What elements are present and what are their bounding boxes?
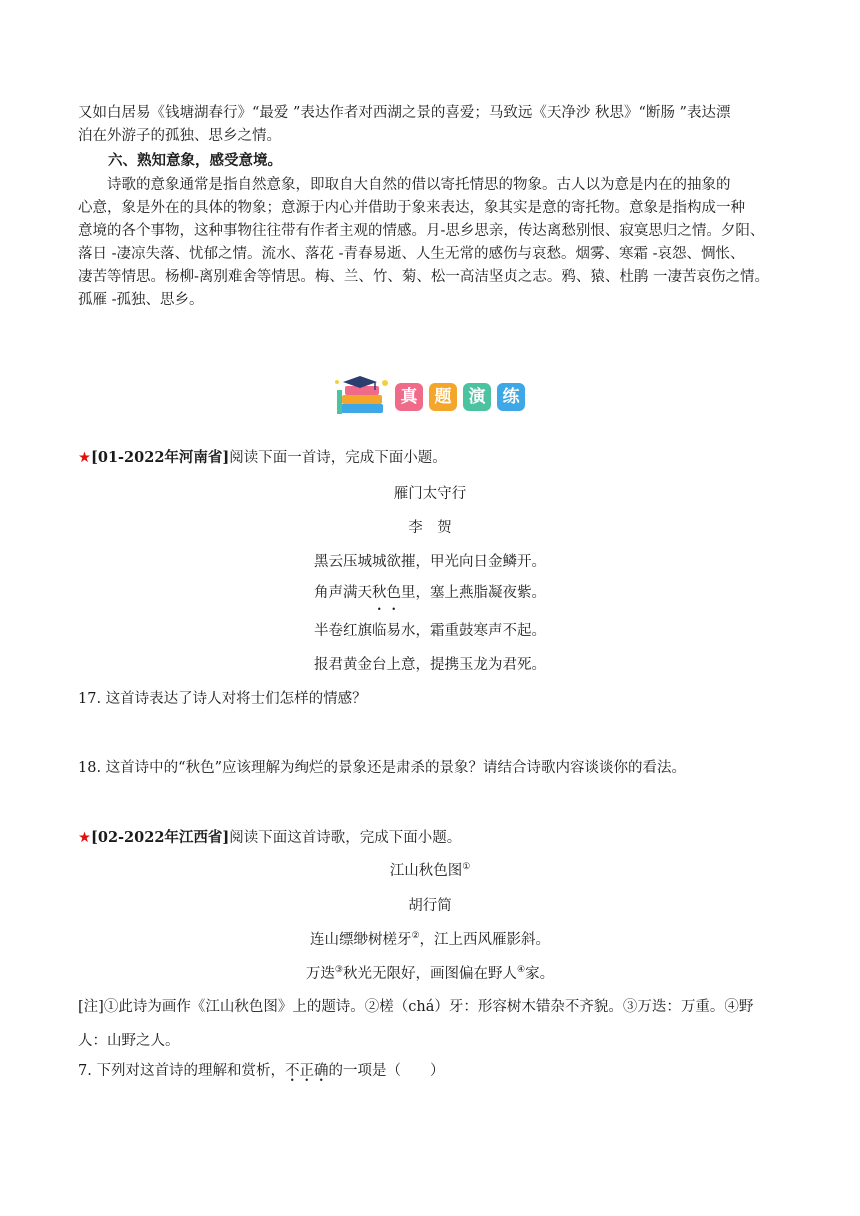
emphasis-char: 确 — [313, 1063, 329, 1079]
section-line: 心意，象是外在的具体的物象；意源于内心并借助于象来表达，象其实是意的寄托物。意象是指构成一种 — [78, 200, 745, 216]
section-line: 凄苦等情思。杨柳-离别难舍等情思。梅、兰、竹、菊、松一高洁坚贞之志。鸦、猿、杜鹃 一凄苦哀伤之情。 — [78, 269, 770, 285]
section-heading: 六、熟知意象，感受意境。 — [108, 152, 282, 169]
emphasis-char: 正 — [299, 1063, 314, 1079]
poem-text: 角声满天 — [314, 585, 372, 601]
poem-line: 报君黄金台上意，提携玉龙为君死。 — [314, 657, 546, 673]
poem-line — [0, 928, 860, 949]
poem-text: 秋光无限好，画图偏在野人 — [343, 966, 517, 982]
banner-char: 题 — [429, 383, 457, 411]
poem-title — [0, 859, 860, 880]
question-7 — [78, 1060, 784, 1083]
question-17: 17. 这首诗表达了诗人对将士们怎样的情感？ — [78, 691, 367, 707]
section-line: 落日 -凄凉失落、忧郁之情。流水、落花 -青春易逝、人生无常的感伤与哀愁。烟雾、寒霜 -哀怨、惆怅、 — [78, 246, 745, 262]
poem-text: 里，塞上燕脂凝夜紫。 — [401, 585, 546, 601]
question-header — [78, 826, 784, 850]
practice-banner — [333, 372, 529, 422]
poem-author: 李 贺 — [408, 520, 452, 536]
emphasis-char: 不 — [284, 1063, 300, 1079]
section-line: 诗歌的意象通常是指自然意象，即取自大自然的借以寄托情思的物象。古人以为意是内在的抽象的 — [107, 177, 731, 193]
books-graduation-icon — [333, 374, 391, 420]
banner-char: 真 — [395, 383, 423, 411]
section-line: 意境的各个事物，这种事物往往带有作者主观的情感。月-思乡思亲，传达离愁别恨、寂寞思归之情。夕阳、 — [78, 223, 765, 239]
poem-text: ，江上西风雁影斜。 — [419, 932, 551, 948]
intro-line-2: 泊在外游子的孤独、思乡之情。 — [78, 128, 281, 144]
intro-line-1: 又如白居易《钱塘湖春行》“最爱 ”表达作者对西湖之景的喜爱；马致远《天净沙 秋思》“断肠 ”表达漂 — [78, 105, 731, 121]
banner-char: 演 — [463, 383, 491, 411]
question-text: 7. 下列对这首诗的理解和赏析， — [78, 1063, 285, 1079]
poem-line — [0, 962, 860, 983]
footnote-marker: ③ — [334, 965, 343, 976]
poem-text: 万迭 — [305, 966, 335, 982]
poem-line: 黑云压城城欲摧，甲光向日金鳞开。 — [314, 554, 546, 570]
banner-char: 练 — [497, 383, 525, 411]
question-18: 18. 这首诗中的“秋色”应该理解为绚烂的景象还是肃杀的景象？请结合诗歌内容谈谈你的看法。 — [78, 760, 686, 776]
footnote-marker: ④ — [517, 965, 526, 976]
question-text: 的一项是（ ） — [328, 1063, 445, 1079]
footnote-marker: ② — [411, 931, 420, 942]
question-instruction: 阅读下面一首诗，完成下面小题。 — [229, 450, 447, 466]
question-tag: [01-2022年河南省] — [91, 449, 230, 466]
poem-notes: 人：山野之人。 — [78, 1033, 180, 1049]
footnote-marker: ① — [462, 862, 471, 873]
poem-notes: [注]①此诗为画作《江山秋色图》上的题诗。②槎（chá）牙：形容树木错杂不齐貌。③万迭：万重。④野 — [78, 999, 754, 1015]
poem-line — [0, 581, 860, 602]
poem-text: 连山缥缈树槎牙 — [309, 932, 412, 948]
emphasis-char: 秋 — [372, 585, 387, 601]
question-instruction: 阅读下面这首诗歌，完成下面小题。 — [229, 830, 462, 846]
emphasis-char: 色 — [386, 585, 401, 601]
poem-author: 胡行简 — [408, 898, 452, 914]
poem-line: 半卷红旗临易水，霜重鼓寒声不起。 — [314, 623, 546, 639]
star-icon: ★ — [78, 450, 91, 466]
question-tag: [02-2022年江西省] — [91, 829, 230, 846]
poem-title: 雁门太守行 — [393, 486, 467, 502]
question-header — [78, 446, 784, 470]
poem-title-text: 江山秋色图 — [389, 863, 463, 879]
star-icon: ★ — [78, 830, 91, 846]
poem-text: 家。 — [525, 966, 555, 982]
section-line: 孤雁 -孤独、思乡。 — [78, 292, 204, 308]
